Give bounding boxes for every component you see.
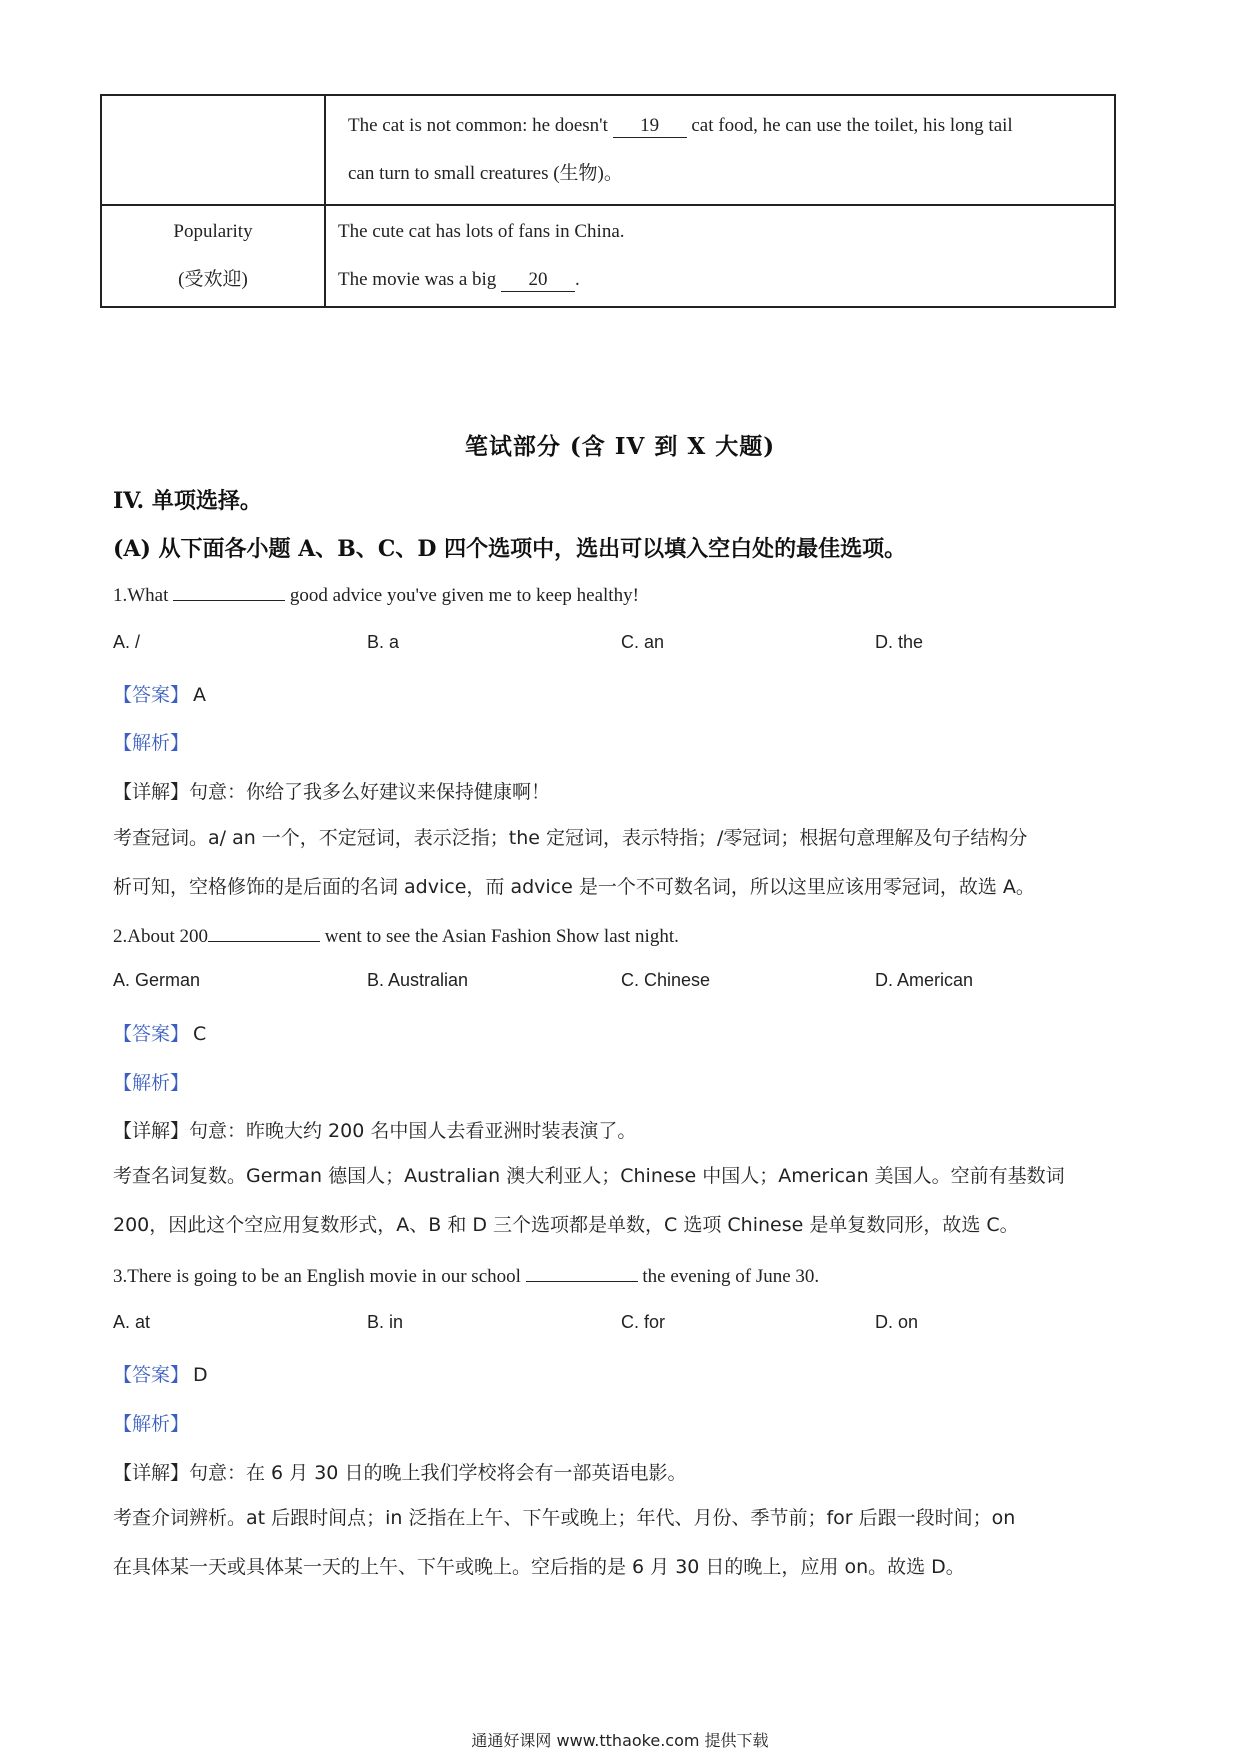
answer-blank: [208, 923, 320, 942]
option-a: A. /: [113, 632, 141, 652]
detail-tag: 【详解】: [113, 1120, 190, 1142]
table-cell-content: [325, 95, 1115, 205]
answer-blank: [526, 1263, 638, 1282]
heading-a: (A) 从下面各小题 A、B、C、D 四个选项中，选出可以填入空白处的最佳选项。: [113, 536, 907, 562]
option-d: D. the: [875, 632, 924, 652]
explanation-line: 在具体某一天或具体某一天的上午、下午或晚上。空后指的是 6 月 30 日的晚上，应用 on。故选 D。: [113, 1555, 965, 1578]
detail-text: 句意：你给了我多么好建议来保持健康啊！: [189, 781, 551, 803]
table-text: can turn to small creatures (生物)。: [348, 163, 623, 184]
label-popularity-cn: (受欢迎): [178, 269, 248, 290]
answer-value: D: [193, 1364, 208, 1386]
analysis-tag: 【解析】: [113, 732, 190, 754]
label-popularity: Popularity: [173, 221, 253, 242]
blank-19: 19: [613, 115, 687, 138]
option-d: D. on: [875, 1312, 919, 1332]
option-b: B. in: [367, 1312, 404, 1332]
vocabulary-table: [100, 94, 1116, 308]
table-text: .: [575, 269, 580, 290]
option-c: C. for: [621, 1312, 666, 1332]
option-c: C. Chinese: [621, 970, 711, 990]
table-text: cat food, he can use the toilet, his long tail: [691, 115, 1013, 136]
analysis-tag: 【解析】: [113, 1072, 190, 1094]
explanation: [113, 814, 1133, 911]
table-text: The movie was a big: [338, 269, 497, 290]
detail-line: [113, 1458, 686, 1485]
detail-line: [113, 777, 550, 804]
question-text: the evening of June 30.: [642, 1266, 820, 1287]
answer-tag: 【答案】: [113, 684, 190, 706]
option-b: B. Australian: [367, 970, 469, 990]
blank-20: 20: [501, 269, 575, 292]
table-cell-content: [325, 205, 1115, 307]
explanation-line: 考查介词辨析。at 后跟时间点；in 泛指在上午、下午或晚上；年代、月份、季节前；for 后跟一段时间；on: [113, 1507, 1016, 1529]
answer-tag: 【答案】: [113, 1364, 190, 1386]
option-a: A. at: [113, 1312, 151, 1332]
section-title: 笔试部分 (含 IV 到 X 大题): [464, 433, 776, 460]
option-c: C. an: [621, 632, 665, 652]
question-text: went to see the Asian Fashion Show last night.: [324, 926, 679, 947]
answer-blank: [173, 582, 285, 601]
option-a: A. German: [113, 970, 201, 990]
answer-value: C: [193, 1023, 207, 1045]
footer-source: 通通好课网 www.tthaoke.com 提供下载: [471, 1731, 769, 1750]
question-text: 3.There is going to be an English movie in our school: [113, 1266, 521, 1287]
answer-value: A: [193, 684, 207, 706]
explanation-line: 析可知，空格修饰的是后面的名词 advice，而 advice 是一个不可数名词，所以这里应该用零冠词，故选 A。: [113, 875, 1035, 898]
explanation: [113, 1152, 1133, 1249]
table-cell-label: [101, 205, 325, 307]
table-text: The cat is not common: he doesn't: [348, 115, 608, 136]
table-cell-label: [101, 95, 325, 205]
analysis-tag: 【解析】: [113, 1413, 190, 1435]
table-text: The cute cat has lots of fans in China.: [338, 221, 625, 242]
detail-tag: 【详解】: [113, 1462, 190, 1484]
question-1: [113, 582, 639, 607]
detail-tag: 【详解】: [113, 781, 190, 803]
option-d: D. American: [875, 970, 974, 990]
explanation: [113, 1494, 1133, 1591]
question-2: [113, 923, 679, 948]
detail-text: 句意：昨晚大约 200 名中国人去看亚洲时装表演了。: [189, 1120, 637, 1142]
question-3: [113, 1263, 819, 1288]
question-text: good advice you've given me to keep healthy!: [289, 585, 639, 606]
question-text: 1.What: [113, 585, 169, 606]
heading-iv: IV. 单项选择。: [113, 488, 262, 514]
answer-line: [113, 1360, 208, 1387]
answer-line: [113, 680, 206, 707]
detail-line: [113, 1116, 636, 1143]
answer-tag: 【答案】: [113, 1023, 190, 1045]
explanation-line: 考查名词复数。German 德国人；Australian 澳大利亚人；Chinese 中国人；American 美国人。空前有基数词: [113, 1165, 1065, 1187]
detail-text: 句意：在 6 月 30 日的晚上我们学校将会有一部英语电影。: [189, 1462, 687, 1484]
explanation-line: 200，因此这个空应用复数形式，A、B 和 D 三个选项都是单数，C 选项 Chinese 是单复数同形，故选 C。: [113, 1213, 1019, 1236]
table-row: [101, 95, 1115, 205]
question-text: 2.About 200: [113, 926, 208, 947]
answer-line: [113, 1019, 206, 1046]
table-row: [101, 205, 1115, 307]
option-b: B. a: [367, 632, 400, 652]
explanation-line: 考查冠词。a/ an 一个，不定冠词，表示泛指；the 定冠词，表示特指；/零冠词；根据句意理解及句子结构分: [113, 827, 1028, 849]
